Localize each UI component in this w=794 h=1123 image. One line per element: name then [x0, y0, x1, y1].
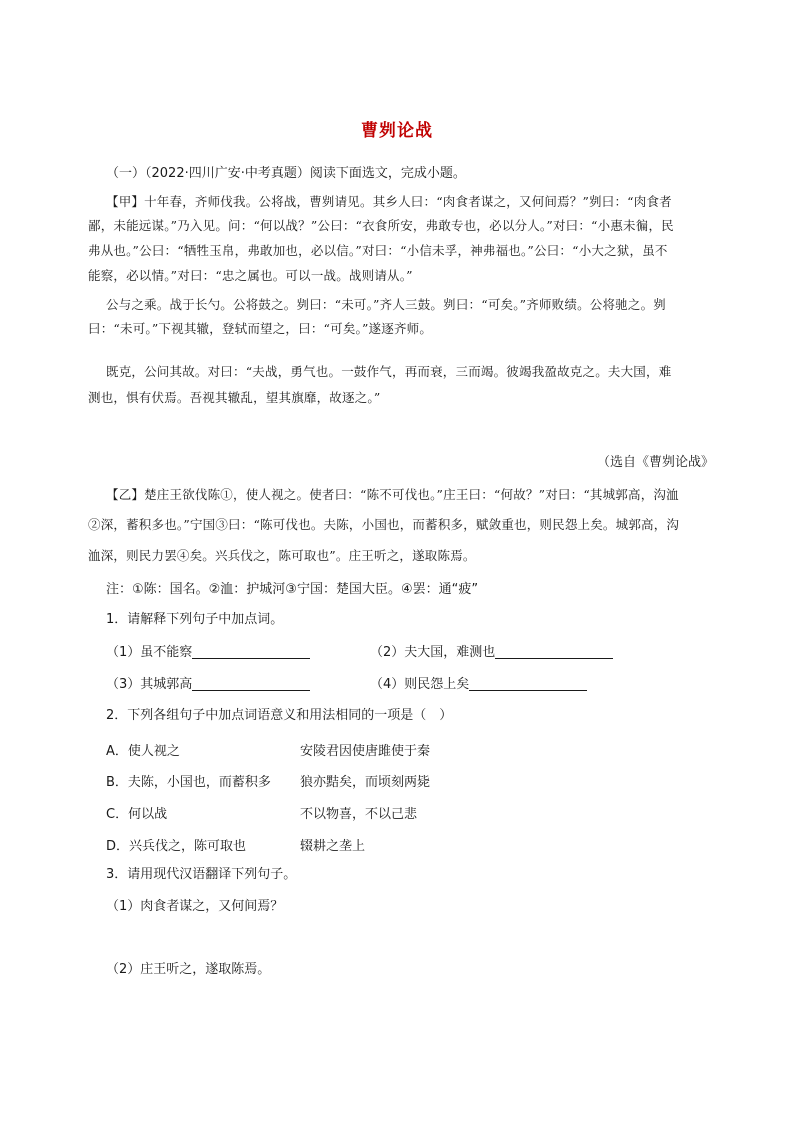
option-c-left: C．何以战	[106, 807, 168, 822]
passage-jia-line: 测也，惧有伏焉。吾视其辙乱，望其旗靡，故逐之。”	[88, 390, 381, 405]
page-title: 曹刿论战	[361, 121, 433, 141]
option-b-right: 狼亦黠矣，而顷刻两毙	[300, 775, 431, 790]
question-1-item	[106, 676, 310, 693]
option-a-left: A．使人视之	[106, 744, 180, 759]
question-1-stem: 1．请解释下列句子中加点词。	[106, 612, 284, 627]
question-3-stem: 3．请用现代汉语翻译下列句子。	[106, 867, 297, 882]
passage-yi-line: ②深，蓄积多也。”宁国③曰：“陈可伐也。夫陈，小国也，而蓄积多，赋敛重也，则民怨上矣。城郭高，沟	[88, 517, 680, 532]
answer-blank[interactable]	[192, 676, 310, 691]
question-1-item-label: （1）虽不能察	[106, 645, 193, 660]
passage-source: （选自《曹刿论战》	[596, 455, 714, 470]
question-2-stem: 2．下列各组句子中加点词语意义和用法相同的一项是（ ）	[106, 708, 453, 723]
question-3-item: （1）肉食者谋之，又何间焉？	[106, 899, 284, 914]
passage-jia-line: 公与之乘。战于长勺。公将鼓之。刿曰：“未可。”齐人三鼓。刿曰：“可矣。”齐师败绩。公将驰之。刿	[106, 297, 666, 312]
question-1-item	[370, 676, 587, 693]
question-3-item: （2）庄王听之，遂取陈焉。	[106, 962, 271, 977]
passage-jia-line: 弗从也。”公曰：“牺牲玉帛，弗敢加也，必以信。”对曰：“小信未孚，神弗福也。”公曰：“小大之狱，虽不	[88, 243, 668, 258]
answer-blank[interactable]	[495, 644, 613, 659]
passage-jia-line: 曰：“未可。”下视其辙，登轼而望之，曰：“可矣。”遂逐齐师。	[88, 321, 433, 336]
answer-blank[interactable]	[469, 676, 587, 691]
option-d-right: 辍耕之垄上	[300, 839, 366, 854]
question-1-item	[370, 644, 613, 661]
passage-jia-line: 鄙，未能远谋。”乃入见。问：“何以战？”公曰：“衣食所安，弗敢专也，必以分人。”对曰：“小惠未徧，民	[88, 218, 674, 233]
passage-yi-line: 【乙】楚庄王欲伐陈①，使人视之。使者曰：“陈不可伐也。”庄王曰：“何故？”对曰：“其城郭高，沟洫	[106, 487, 679, 502]
passage-jia-line: 【甲】十年春，齐师伐我。公将战，曹刿请见。其乡人曰：“肉食者谋之，又何间焉？”刿曰：“肉食者	[106, 194, 672, 209]
passage-jia-line: 能察，必以情。”对曰：“忠之属也。可以一战。战则请从。”	[88, 268, 413, 283]
question-1-item-label: （4）则民怨上矣	[370, 677, 470, 692]
option-b-left: B．夫陈，小国也，而蓄积多	[106, 775, 271, 790]
annotation-note: 注：①陈：国名。②洫：护城河③宁国：楚国大臣。④罢：通“疲”	[106, 582, 479, 597]
question-1-item	[106, 644, 310, 661]
passage-yi-line: 洫深，则民力罢④矣。兴兵伐之，陈可取也”。庄王听之，遂取陈焉。	[88, 548, 476, 563]
option-d-left: D．兴兵伐之，陈可取也	[106, 839, 247, 854]
passage-jia-line: 既克，公问其故。对曰：“夫战，勇气也。一鼓作气，再而衰，三而竭。彼竭我盈故克之。夫大国，难	[106, 364, 672, 379]
option-a-right: 安陵君因使唐雎使于秦	[300, 744, 431, 759]
answer-blank[interactable]	[192, 644, 310, 659]
intro-text: （一）（2022·四川广安·中考真题）阅读下面选文，完成小题。	[106, 166, 466, 181]
question-1-item-label: （2）夫大国，难测也	[370, 645, 496, 660]
question-1-item-label: （3）其城郭高	[106, 677, 193, 692]
option-c-right: 不以物喜，不以己悲	[300, 807, 418, 822]
